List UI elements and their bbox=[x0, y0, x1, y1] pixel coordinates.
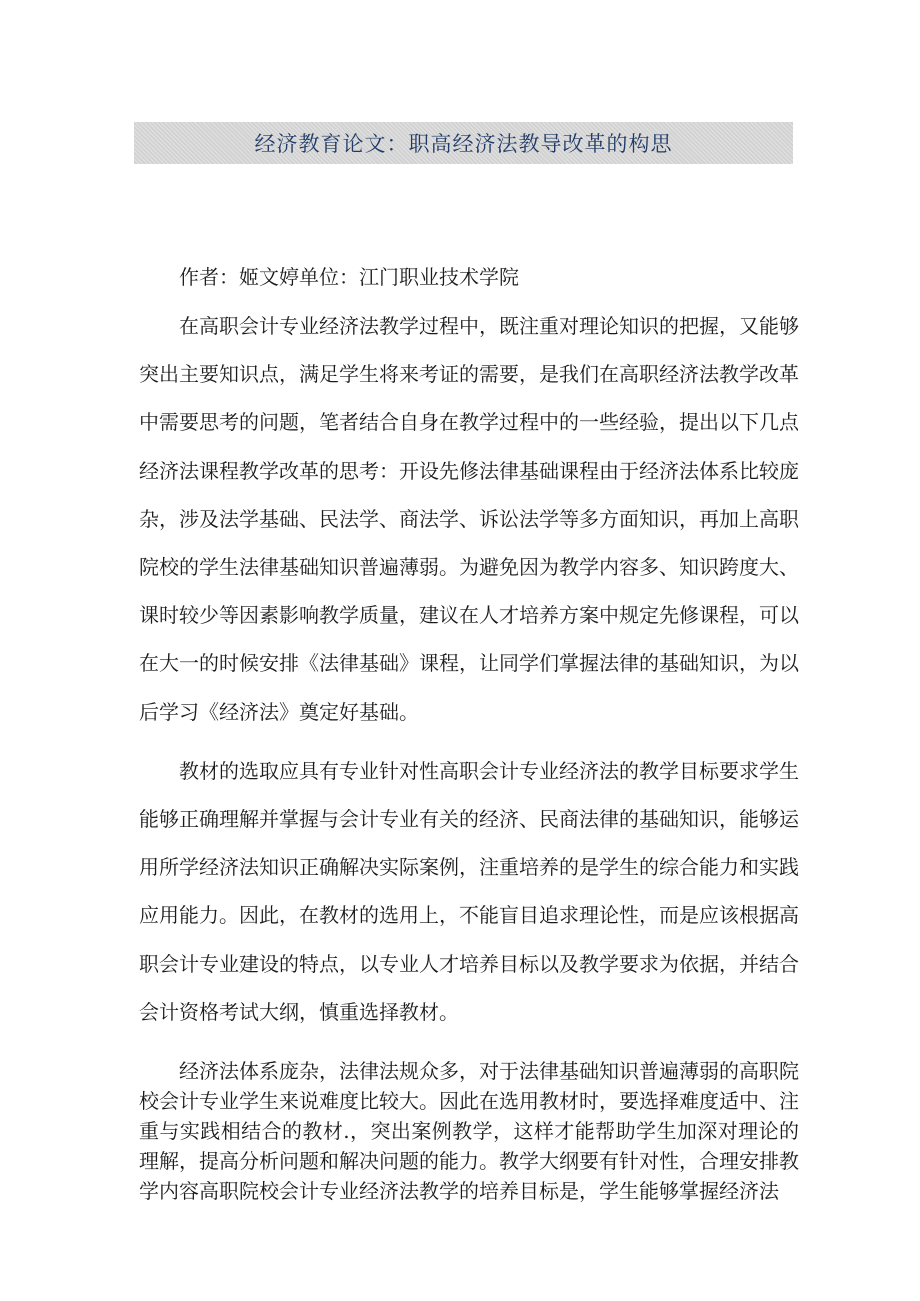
author-line: 作者：姬文婷单位：江门职业技术学院 bbox=[179, 265, 519, 289]
paragraph-2: 教材的选取应具有专业针对性高职会计专业经济法的教学目标要求学生能够正确理解并掌握与会计专业有关的经济、民商法律的基础知识，能够运用所学经济法知识正确解决实际案例，注重培养的是学生的综合能力和实践应用能力。因此，在教材的选用上，不能盲目追求理论性，而是应该根据高职会计专业建设的特点，以专业人才培养目标以及教学要求为依据，并结合会计资格考试大纲，慎重选择教材。 bbox=[139, 758, 799, 1024]
paragraph-1: 在高职会计专业经济法教学过程中，既注重对理论知识的把握，又能够突出主要知识点，满足学生将来考证的需要，是我们在高职经济法教学改革中需要思考的问题，笔者结合自身在教学过程中的一些经验，提出以下几点经济法课程教学改革的思考：开设先修法律基础课程由于经济法体系比较庞杂，涉及法学基础、民法学、商法学、诉讼法学等多方面知识，再加上高职院校的学生法律基础知识普遍薄弱。为避免因为教学内容多、知识跨度大、课时较少等因素影响教学质量，建议在人才培养方案中规定先修课程，可以在大一的时候安排《法律基础》课程，让同学们掌握法律的基础知识，为以后学习《经济法》奠定好基础。 bbox=[139, 314, 799, 724]
document-body bbox=[139, 258, 799, 1206]
document-title: 经济教育论文：职高经济法教导改革的构思 bbox=[254, 132, 673, 156]
title-banner bbox=[134, 122, 793, 164]
paragraph-3: 经济法体系庞杂，法律法规众多，对于法律基础知识普遍薄弱的高职院校会计专业学生来说难度比较大。因此在选用教材时，要选择难度适中、注重与实践相结合的教材.，突出案例教学，这样才能帮助学生加深对理论的理解，提高分析问题和解决问题的能力。教学大纲要有针对性，合理安排教学内容高职院校会计专业经济法教学的培养目标是，学生能够掌握经济法 bbox=[139, 1059, 799, 1204]
